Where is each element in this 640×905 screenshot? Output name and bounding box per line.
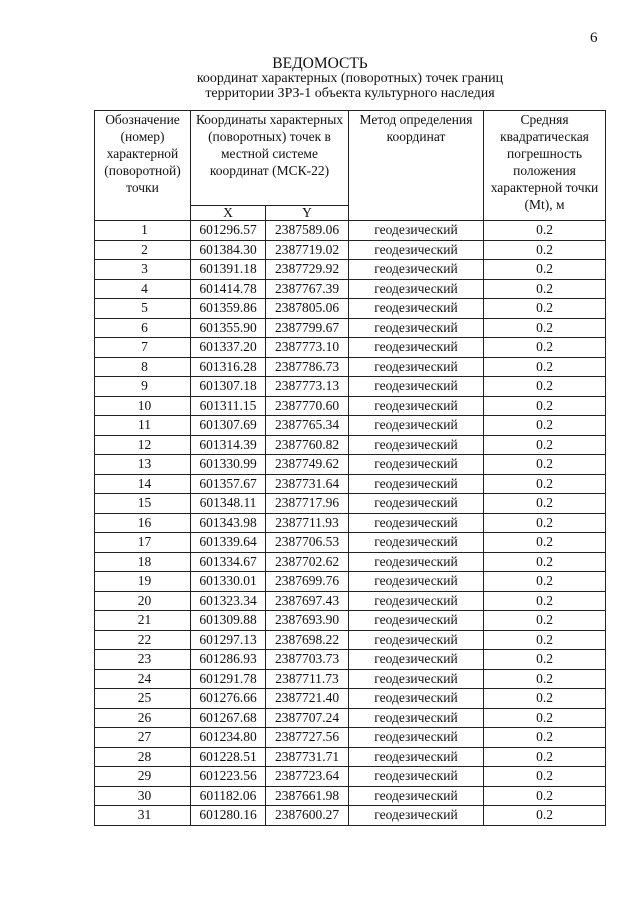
header-point-number: Обозначение (номер) характерной (поворотной) точки — [95, 111, 191, 221]
error-cell: 0.2 — [484, 416, 606, 436]
y-coordinate-cell: 2387589.06 — [266, 221, 349, 241]
x-coordinate-cell: 601391.18 — [191, 260, 266, 280]
y-coordinate-cell: 2387773.10 — [266, 338, 349, 358]
y-coordinate-cell: 2387711.73 — [266, 669, 349, 689]
x-coordinate-cell: 601223.56 — [191, 767, 266, 787]
point-number-cell: 30 — [95, 786, 191, 806]
y-coordinate-cell: 2387721.40 — [266, 689, 349, 709]
y-coordinate-cell: 2387749.62 — [266, 455, 349, 475]
table-row — [95, 630, 606, 650]
point-number-cell: 21 — [95, 611, 191, 631]
error-cell: 0.2 — [484, 708, 606, 728]
table-row — [95, 513, 606, 533]
y-coordinate-cell: 2387786.73 — [266, 357, 349, 377]
point-number-cell: 7 — [95, 338, 191, 358]
header-error: Средняя квадратическая погрешность положения характерной точки (Mt), м — [484, 111, 606, 221]
y-coordinate-cell: 2387698.22 — [266, 630, 349, 650]
table-row — [95, 806, 606, 826]
y-coordinate-cell: 2387731.71 — [266, 747, 349, 767]
point-number-cell: 26 — [95, 708, 191, 728]
x-coordinate-cell: 601355.90 — [191, 318, 266, 338]
point-number-cell: 13 — [95, 455, 191, 475]
error-cell: 0.2 — [484, 591, 606, 611]
x-coordinate-cell: 601323.34 — [191, 591, 266, 611]
method-cell: геодезический — [349, 221, 484, 241]
method-cell: геодезический — [349, 240, 484, 260]
point-number-cell: 1 — [95, 221, 191, 241]
error-cell: 0.2 — [484, 747, 606, 767]
error-cell: 0.2 — [484, 728, 606, 748]
error-cell: 0.2 — [484, 494, 606, 514]
y-coordinate-cell: 2387770.60 — [266, 396, 349, 416]
table-row — [95, 786, 606, 806]
point-number-cell: 15 — [95, 494, 191, 514]
point-number-cell: 2 — [95, 240, 191, 260]
method-cell: геодезический — [349, 806, 484, 826]
method-cell: геодезический — [349, 591, 484, 611]
point-number-cell: 28 — [95, 747, 191, 767]
y-coordinate-cell: 2387600.27 — [266, 806, 349, 826]
point-number-cell: 14 — [95, 474, 191, 494]
error-cell: 0.2 — [484, 357, 606, 377]
method-cell: геодезический — [349, 630, 484, 650]
error-cell: 0.2 — [484, 513, 606, 533]
method-cell: геодезический — [349, 279, 484, 299]
table-row — [95, 377, 606, 397]
error-cell: 0.2 — [484, 767, 606, 787]
x-coordinate-cell: 601228.51 — [191, 747, 266, 767]
point-number-cell: 12 — [95, 435, 191, 455]
error-cell: 0.2 — [484, 318, 606, 338]
method-cell: геодезический — [349, 552, 484, 572]
error-cell: 0.2 — [484, 396, 606, 416]
header-coordinates: Координаты характерных (поворотных) точек в местной системе координат (МСК-22) — [191, 111, 349, 206]
table-row — [95, 650, 606, 670]
table-row — [95, 396, 606, 416]
table-row — [95, 708, 606, 728]
table-row — [95, 552, 606, 572]
method-cell: геодезический — [349, 260, 484, 280]
method-cell: геодезический — [349, 572, 484, 592]
y-coordinate-cell: 2387699.76 — [266, 572, 349, 592]
y-coordinate-cell: 2387799.67 — [266, 318, 349, 338]
error-cell: 0.2 — [484, 630, 606, 650]
method-cell: геодезический — [349, 513, 484, 533]
x-coordinate-cell: 601267.68 — [191, 708, 266, 728]
x-coordinate-cell: 601280.16 — [191, 806, 266, 826]
y-coordinate-cell: 2387661.98 — [266, 786, 349, 806]
error-cell: 0.2 — [484, 786, 606, 806]
error-cell: 0.2 — [484, 435, 606, 455]
page-number: 6 — [590, 30, 598, 46]
method-cell: геодезический — [349, 396, 484, 416]
table-row — [95, 260, 606, 280]
y-coordinate-cell: 2387717.96 — [266, 494, 349, 514]
table-row — [95, 572, 606, 592]
error-cell: 0.2 — [484, 279, 606, 299]
header-x: X — [191, 206, 266, 221]
x-coordinate-cell: 601330.01 — [191, 572, 266, 592]
error-cell: 0.2 — [484, 552, 606, 572]
table-row — [95, 533, 606, 553]
point-number-cell: 6 — [95, 318, 191, 338]
x-coordinate-cell: 601309.88 — [191, 611, 266, 631]
y-coordinate-cell: 2387805.06 — [266, 299, 349, 319]
x-coordinate-cell: 601291.78 — [191, 669, 266, 689]
error-cell: 0.2 — [484, 689, 606, 709]
point-number-cell: 27 — [95, 728, 191, 748]
point-number-cell: 24 — [95, 669, 191, 689]
point-number-cell: 5 — [95, 299, 191, 319]
document-title: ВЕДОМОСТЬ — [272, 55, 368, 72]
error-cell: 0.2 — [484, 260, 606, 280]
x-coordinate-cell: 601384.30 — [191, 240, 266, 260]
error-cell: 0.2 — [484, 338, 606, 358]
x-coordinate-cell: 601296.57 — [191, 221, 266, 241]
x-coordinate-cell: 601276.66 — [191, 689, 266, 709]
table-row — [95, 591, 606, 611]
y-coordinate-cell: 2387773.13 — [266, 377, 349, 397]
y-coordinate-cell: 2387765.34 — [266, 416, 349, 436]
subtitle-line-2: территории ЗРЗ-1 объекта культурного наследия — [205, 85, 495, 101]
point-number-cell: 23 — [95, 650, 191, 670]
y-coordinate-cell: 2387719.02 — [266, 240, 349, 260]
x-coordinate-cell: 601337.20 — [191, 338, 266, 358]
table-row — [95, 747, 606, 767]
x-coordinate-cell: 601348.11 — [191, 494, 266, 514]
table-row — [95, 611, 606, 631]
point-number-cell: 3 — [95, 260, 191, 280]
method-cell: геодезический — [349, 747, 484, 767]
table-row — [95, 474, 606, 494]
y-coordinate-cell: 2387731.64 — [266, 474, 349, 494]
x-coordinate-cell: 601314.39 — [191, 435, 266, 455]
table-row — [95, 455, 606, 475]
method-cell: геодезический — [349, 708, 484, 728]
method-cell: геодезический — [349, 611, 484, 631]
y-coordinate-cell: 2387707.24 — [266, 708, 349, 728]
table-row — [95, 435, 606, 455]
table-row — [95, 669, 606, 689]
method-cell: геодезический — [349, 494, 484, 514]
table-row — [95, 728, 606, 748]
table-row — [95, 357, 606, 377]
y-coordinate-cell: 2387727.56 — [266, 728, 349, 748]
point-number-cell: 22 — [95, 630, 191, 650]
table-body — [95, 221, 606, 826]
method-cell: геодезический — [349, 357, 484, 377]
method-cell: геодезический — [349, 474, 484, 494]
method-cell: геодезический — [349, 338, 484, 358]
error-cell: 0.2 — [484, 299, 606, 319]
method-cell: геодезический — [349, 689, 484, 709]
header-method: Метод определения координат — [349, 111, 484, 221]
table-row — [95, 318, 606, 338]
x-coordinate-cell: 601414.78 — [191, 279, 266, 299]
table-row — [95, 494, 606, 514]
point-number-cell: 17 — [95, 533, 191, 553]
error-cell: 0.2 — [484, 611, 606, 631]
table-row — [95, 416, 606, 436]
subtitle-line-1: координат характерных (поворотных) точек границ — [196, 71, 504, 86]
header-y: Y — [266, 206, 349, 221]
error-cell: 0.2 — [484, 669, 606, 689]
point-number-cell: 9 — [95, 377, 191, 397]
y-coordinate-cell: 2387697.43 — [266, 591, 349, 611]
y-coordinate-cell: 2387729.92 — [266, 260, 349, 280]
table-row — [95, 338, 606, 358]
x-coordinate-cell: 601182.06 — [191, 786, 266, 806]
method-cell: геодезический — [349, 786, 484, 806]
point-number-cell: 11 — [95, 416, 191, 436]
method-cell: геодезический — [349, 318, 484, 338]
y-coordinate-cell: 2387693.90 — [266, 611, 349, 631]
error-cell: 0.2 — [484, 650, 606, 670]
method-cell: геодезический — [349, 669, 484, 689]
error-cell: 0.2 — [484, 455, 606, 475]
error-cell: 0.2 — [484, 806, 606, 826]
method-cell: геодезический — [349, 299, 484, 319]
y-coordinate-cell: 2387711.93 — [266, 513, 349, 533]
method-cell: геодезический — [349, 728, 484, 748]
x-coordinate-cell: 601234.80 — [191, 728, 266, 748]
y-coordinate-cell: 2387702.62 — [266, 552, 349, 572]
x-coordinate-cell: 601286.93 — [191, 650, 266, 670]
y-coordinate-cell: 2387703.73 — [266, 650, 349, 670]
point-number-cell: 10 — [95, 396, 191, 416]
document-subtitle — [0, 72, 640, 101]
table-row — [95, 221, 606, 241]
x-coordinate-cell: 601359.86 — [191, 299, 266, 319]
point-number-cell: 19 — [95, 572, 191, 592]
x-coordinate-cell: 601316.28 — [191, 357, 266, 377]
y-coordinate-cell: 2387723.64 — [266, 767, 349, 787]
error-cell: 0.2 — [484, 474, 606, 494]
point-number-cell: 16 — [95, 513, 191, 533]
error-cell: 0.2 — [484, 240, 606, 260]
method-cell: геодезический — [349, 650, 484, 670]
coordinates-table — [94, 110, 606, 826]
x-coordinate-cell: 601307.18 — [191, 377, 266, 397]
y-coordinate-cell: 2387767.39 — [266, 279, 349, 299]
error-cell: 0.2 — [484, 377, 606, 397]
x-coordinate-cell: 601357.67 — [191, 474, 266, 494]
x-coordinate-cell: 601334.67 — [191, 552, 266, 572]
point-number-cell: 18 — [95, 552, 191, 572]
x-coordinate-cell: 601339.64 — [191, 533, 266, 553]
x-coordinate-cell: 601307.69 — [191, 416, 266, 436]
table-row — [95, 279, 606, 299]
error-cell: 0.2 — [484, 572, 606, 592]
method-cell: геодезический — [349, 435, 484, 455]
table-row — [95, 299, 606, 319]
x-coordinate-cell: 601311.15 — [191, 396, 266, 416]
x-coordinate-cell: 601343.98 — [191, 513, 266, 533]
method-cell: геодезический — [349, 533, 484, 553]
error-cell: 0.2 — [484, 533, 606, 553]
method-cell: геодезический — [349, 416, 484, 436]
x-coordinate-cell: 601297.13 — [191, 630, 266, 650]
table-row — [95, 767, 606, 787]
method-cell: геодезический — [349, 767, 484, 787]
error-cell: 0.2 — [484, 221, 606, 241]
x-coordinate-cell: 601330.99 — [191, 455, 266, 475]
point-number-cell: 4 — [95, 279, 191, 299]
point-number-cell: 8 — [95, 357, 191, 377]
table-row — [95, 240, 606, 260]
point-number-cell: 31 — [95, 806, 191, 826]
point-number-cell: 29 — [95, 767, 191, 787]
point-number-cell: 25 — [95, 689, 191, 709]
method-cell: геодезический — [349, 455, 484, 475]
y-coordinate-cell: 2387706.53 — [266, 533, 349, 553]
table-row — [95, 689, 606, 709]
method-cell: геодезический — [349, 377, 484, 397]
point-number-cell: 20 — [95, 591, 191, 611]
y-coordinate-cell: 2387760.82 — [266, 435, 349, 455]
